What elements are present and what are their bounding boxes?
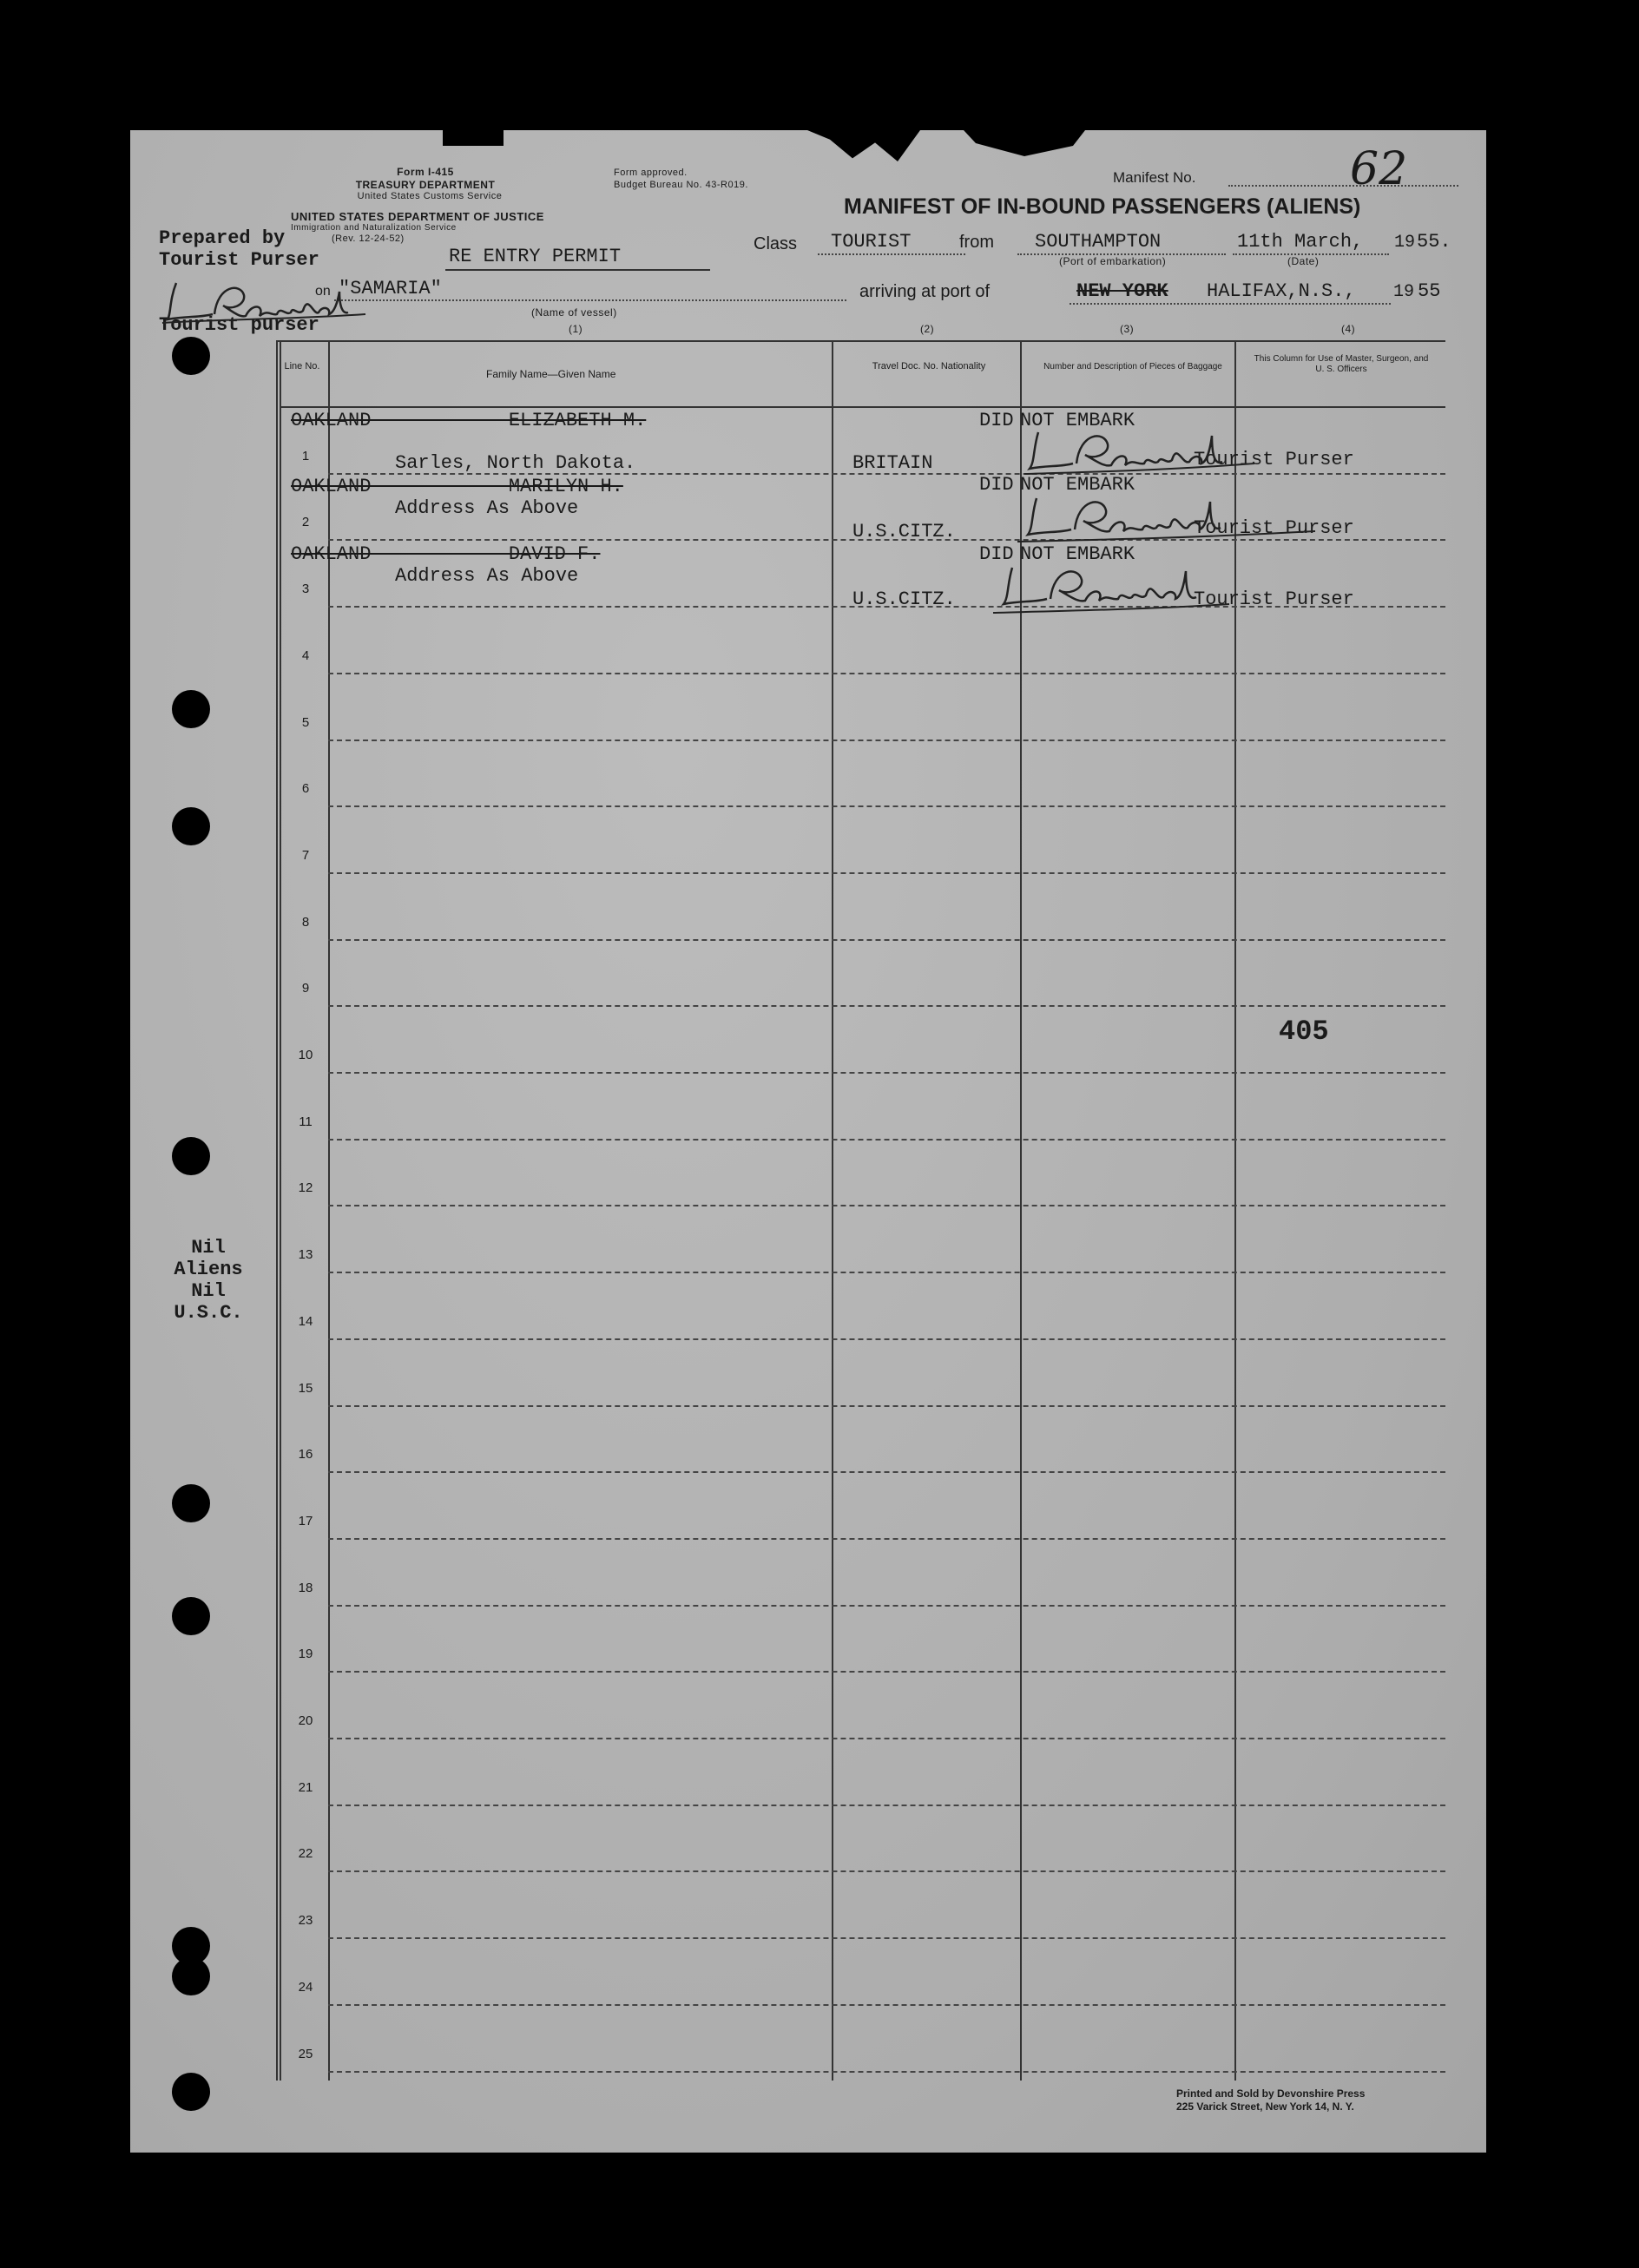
from-value: SOUTHAMPTON [1035,231,1162,253]
col-header-travel: Travel Doc. No. Nationality [872,361,986,371]
row-line [328,1005,1445,1007]
line-number: 2 [301,515,310,529]
table-left-inner [280,340,281,2081]
line-number: 8 [301,915,310,930]
arrive-year: 55 [1418,280,1441,302]
row-line [328,740,1445,741]
table-left-outer [276,340,278,2081]
line-number: 14 [298,1314,313,1329]
line-number: 16 [298,1447,313,1462]
entry-2-address: Address As Above [395,497,579,519]
row-line [328,1805,1445,1806]
tourist-purser-label: Tourist Purser [159,249,319,271]
line-number: 22 [298,1846,313,1861]
tear-mark [443,130,504,146]
arrive-year-prefix: 19 [1393,282,1415,302]
tourist-purser-label-2: Tourist purser [159,314,319,336]
entry-2-nationality: U.S.CITZ. [852,521,956,542]
manifest-page [130,130,1486,2153]
entry-1-signature [1024,427,1259,479]
line-number: 23 [298,1913,313,1928]
row-line [328,1338,1445,1340]
margin-note-3: Nil [191,1280,226,1302]
line-number: 24 [298,1980,313,1995]
row-line [328,2004,1445,2006]
prepared-by: Prepared by [159,227,286,249]
punch-hole [172,337,210,375]
col-header-baggage: Number and Description of Pieces of Baggage [1043,362,1222,371]
entry-1-purser: Tourist Purser [1194,449,1354,470]
row-line [328,1272,1445,1273]
row-line [328,1870,1445,1872]
line-number: 11 [299,1114,313,1129]
port-line [1070,303,1391,305]
entry-1-nationality: BRITAIN [852,452,933,474]
officer-stamp: 405 [1279,1016,1329,1048]
row-line [328,1405,1445,1407]
form-approved: Form approved. [614,168,688,178]
line-number: 3 [301,582,310,596]
entry-3-purser: Tourist Purser [1194,588,1354,610]
row-line [328,1471,1445,1473]
re-entry-permit: RE ENTRY PERMIT [449,246,622,267]
on-label: on [315,284,331,299]
port-embark-caption: (Port of embarkation) [1059,255,1167,267]
port-struck: NEW YORK [1076,280,1168,302]
row-line [328,1538,1445,1540]
entry-3-not-embark: NOT EMBARK [1020,543,1135,565]
punch-hole [172,807,210,845]
row-line [328,1072,1445,1074]
entry-1-did: DID [979,410,1014,431]
col-divider-name [832,340,833,2081]
entry-3-address: Address As Above [395,565,579,587]
page-title: MANIFEST OF IN-BOUND PASSENGERS (ALIENS) [844,194,1361,219]
tear-mark [964,130,1085,156]
customs-service: United States Customs Service [357,191,503,201]
line-number: 5 [301,715,310,730]
row-line [328,1139,1445,1141]
entry-3-nationality: U.S.CITZ. [852,588,956,610]
punch-hole [172,2073,210,2111]
row-line [328,872,1445,874]
line-number: 4 [301,648,310,663]
entry-2-did: DID [979,474,1014,496]
row-line [328,1671,1445,1673]
table-top-border [276,340,1445,342]
line-number: 1 [301,449,310,463]
line-number: 15 [298,1381,313,1396]
line-number: 18 [298,1581,313,1595]
class-line [818,253,965,255]
punch-hole [172,690,210,728]
entry-1-not-embark: NOT EMBARK [1020,410,1135,431]
line-number: 19 [298,1647,313,1661]
form-number: Form I-415 [397,166,454,178]
row-line [328,1937,1445,1939]
tear-mark [807,130,920,161]
col-header-officers: This Column for Use of Master, Surgeon, and U. S. Officers [1254,354,1429,374]
date-year: 55. [1417,231,1451,253]
line-number: 25 [298,2047,313,2061]
vessel-line [334,299,846,301]
row-line [328,805,1445,807]
punch-hole [172,1484,210,1522]
row-line [328,939,1445,941]
printer-line-2: 225 Varick Street, New York 14, N. Y. [1176,2100,1354,2113]
entry-2-signature [1016,493,1320,547]
ins-service: Immigration and Naturalization Service [291,223,457,233]
row-line [328,673,1445,674]
line-number: 9 [301,981,310,996]
revision: (Rev. 12-24-52) [332,233,405,244]
row-line [328,1605,1445,1607]
margin-note-4: U.S.C. [174,1302,243,1324]
col-divider-line-no [328,340,330,2081]
entry-1-address: Sarles, North Dakota. [395,452,636,474]
re-entry-underline [445,269,710,271]
vessel-caption: (Name of vessel) [531,306,617,319]
manifest-number: 62 [1350,143,1408,195]
treasury-dept: TREASURY DEPARTMENT [355,179,496,191]
col-header-name: Family Name—Given Name [486,368,616,380]
col1-number: (1) [569,323,583,335]
arriving-label: arriving at port of [859,282,991,301]
row-line [328,1205,1445,1206]
class-value: TOURIST [831,231,912,253]
vessel-name: "SAMARIA" [339,278,442,299]
date-year-prefix: 19 [1394,233,1416,253]
prepared-signature [161,276,369,328]
col3-number: (3) [1120,323,1135,335]
punch-hole [172,1137,210,1175]
line-number: 6 [301,781,310,796]
line-number: 7 [301,848,310,863]
budget-bureau: Budget Bureau No. 43-R019. [614,180,748,190]
line-number: 12 [298,1180,313,1195]
manifest-no-label: Manifest No. [1113,169,1196,186]
col2-number: (2) [920,323,935,335]
line-number: 13 [298,1247,313,1262]
col4-number: (4) [1341,323,1356,335]
date-value: 11th March, [1237,231,1364,253]
row-line [328,2071,1445,2073]
col-header-line-no: Line No. [284,361,320,371]
entry-3-did: DID [979,543,1014,565]
entry-2-struck-name: OAKLAND ---------- MARILYN H. [291,476,623,497]
entry-3-struck-name: OAKLAND ---------- DAVID F. [291,543,601,565]
line-number: 17 [298,1514,313,1528]
manifest-no-line [1228,185,1458,187]
row-line [328,1738,1445,1739]
printer-line-1: Printed and Sold by Devonshire Press [1176,2087,1366,2100]
entry-3-signature [990,562,1233,618]
date-caption: (Date) [1287,255,1320,267]
entry-2-not-embark: NOT EMBARK [1020,474,1135,496]
port-value: HALIFAX,N.S., [1207,280,1356,302]
line-number: 10 [298,1048,313,1062]
header-bottom-border [280,406,1445,408]
entry-1-struck-name: OAKLAND ---------- ELIZABETH M. [291,410,647,431]
line-number: 20 [298,1713,313,1728]
margin-note-2: Aliens [174,1259,243,1280]
entry-2-purser: Tourist Purser [1194,517,1354,539]
justice-dept: UNITED STATES DEPARTMENT OF JUSTICE [291,210,544,223]
class-label: Class [754,234,798,253]
from-label: from [959,233,994,252]
line-number: 21 [298,1780,313,1795]
margin-note-1: Nil [191,1237,226,1259]
punch-hole [172,1957,210,1995]
punch-hole [172,1597,210,1635]
